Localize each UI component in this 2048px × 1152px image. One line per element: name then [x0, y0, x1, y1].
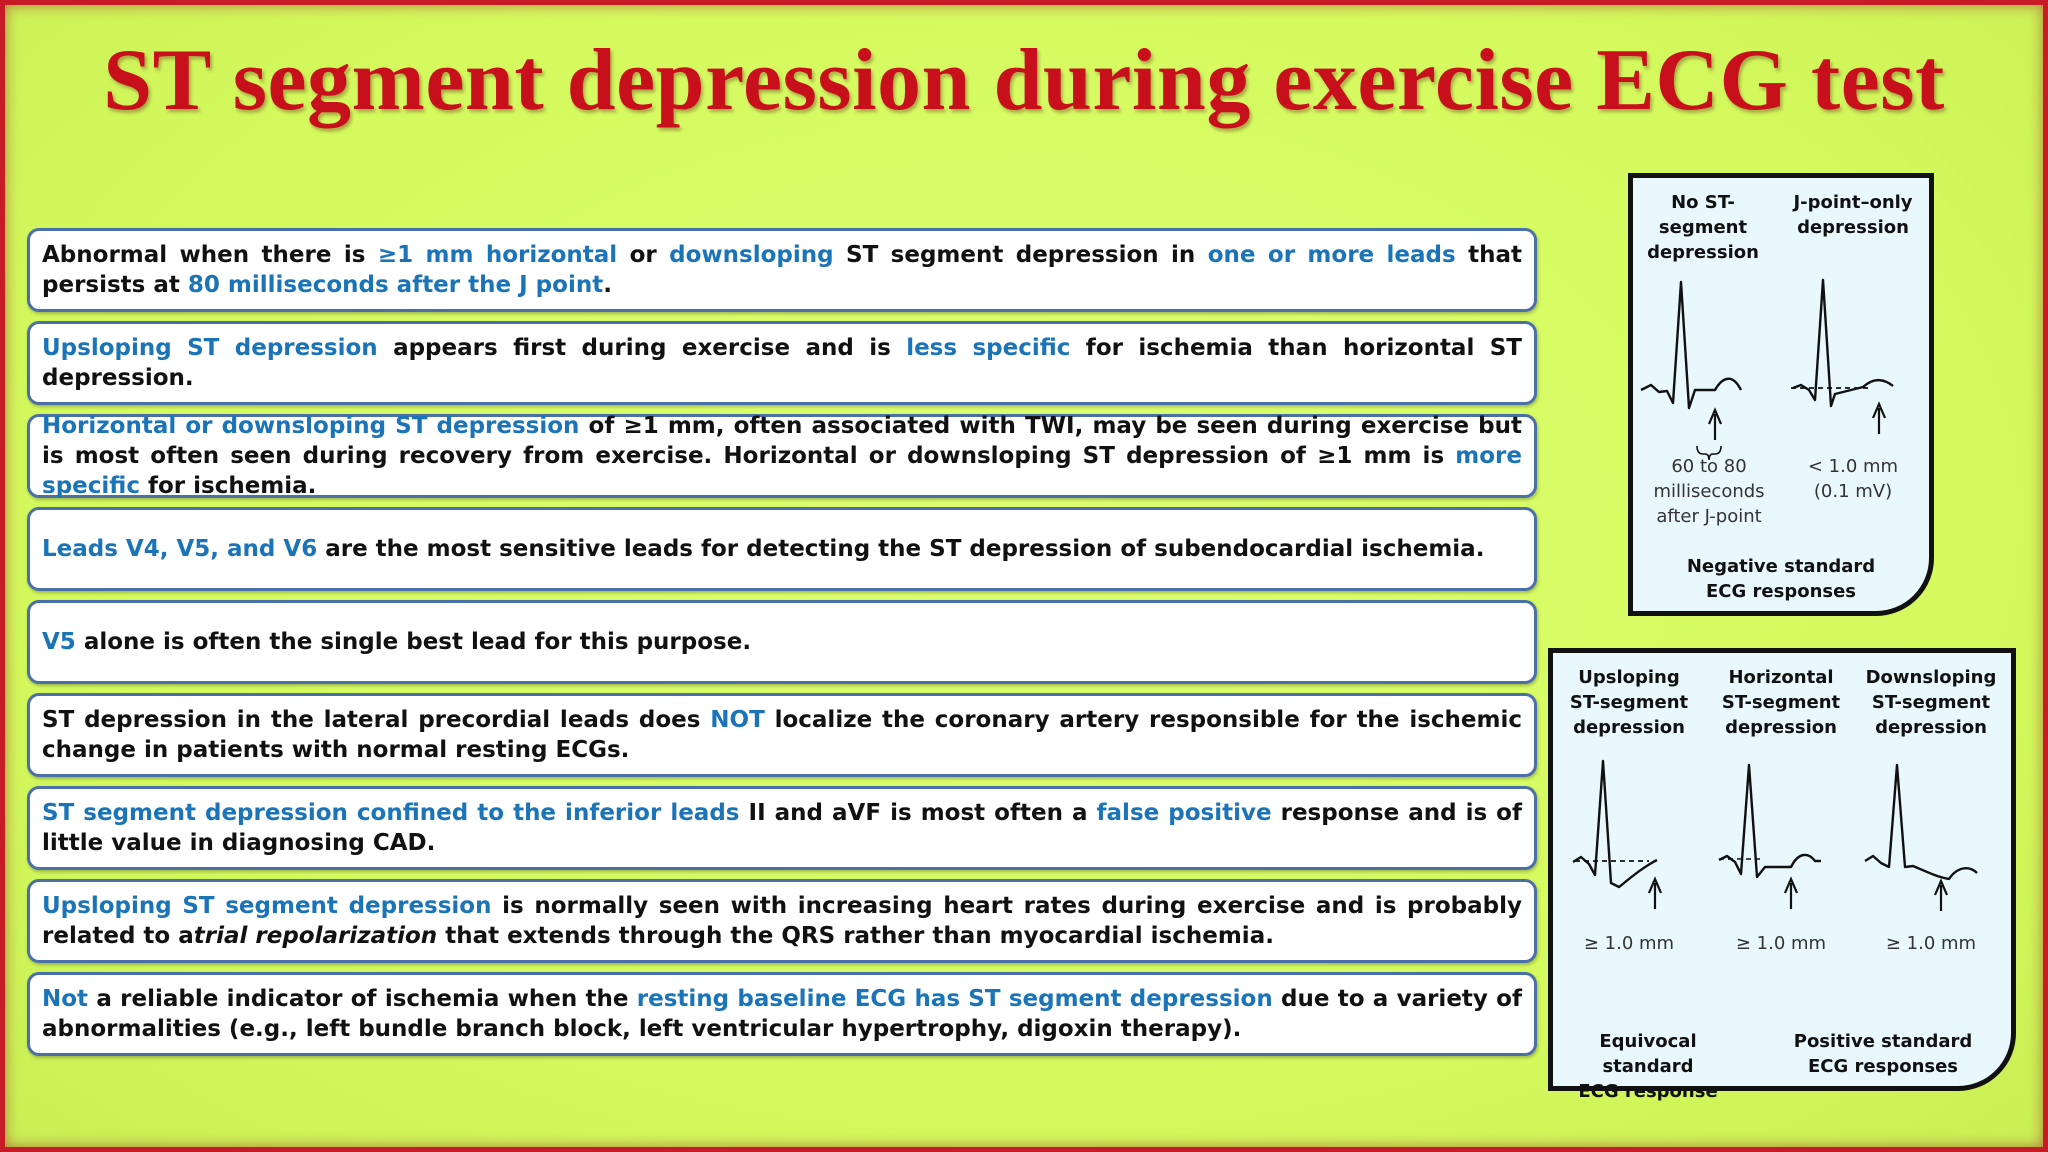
- highlight-text: ST segment depression confined to the inferior leads: [42, 800, 740, 826]
- arrow-downsloping: [1935, 881, 1947, 911]
- info-text-8: [42, 891, 1522, 951]
- highlight-text: ≥1 mm horizontal: [377, 242, 618, 268]
- highlight-text: V5: [42, 629, 76, 655]
- info-text-6: [42, 705, 1522, 765]
- body-text: alone is often the single best lead for this purpose.: [75, 629, 752, 655]
- highlight-text: Upsloping ST depression: [42, 335, 378, 361]
- info-text-5: [42, 627, 1522, 657]
- body-text: are the most sensitive leads for detecting the ST depression of subendocardial ischemia.: [317, 536, 1485, 562]
- info-box-5: [27, 600, 1537, 684]
- body-text: appears first during exercise and is: [377, 335, 907, 361]
- body-text: for ischemia than horizontal ST depression.: [42, 335, 1522, 391]
- info-text-7: [42, 798, 1522, 858]
- highlight-text: Not: [42, 986, 89, 1012]
- highlight-text: less specific: [906, 335, 1071, 361]
- highlight-text: one or more leads: [1207, 242, 1456, 268]
- value-upsloping: ≥ 1.0 mm: [1583, 933, 1675, 954]
- highlight-text: Upsloping ST segment depression: [42, 893, 492, 919]
- info-box-9: [27, 972, 1537, 1056]
- highlight-text: Horizontal or downsloping ST depression: [42, 413, 580, 439]
- highlight-text: NOT: [710, 707, 765, 733]
- info-text-4: [42, 534, 1522, 564]
- footer-positive-responses: Positive standard ECG responses: [1793, 1031, 1973, 1077]
- body-text: ST depression in the lateral precordial leads does: [42, 707, 711, 733]
- info-text-1: [42, 240, 1522, 300]
- label-upsloping: Upsloping ST-segment depression: [1569, 667, 1689, 738]
- body-text: response and is of little value in diagnosing CAD.: [42, 800, 1522, 856]
- value-60-80ms: 60 to 80 milliseconds after J-point: [1653, 456, 1765, 527]
- info-box-6: [27, 693, 1537, 777]
- info-box-2: [27, 321, 1537, 405]
- info-text-3: [42, 411, 1522, 501]
- highlight-text: Leads V4, V5, and V6: [42, 536, 318, 562]
- body-text: .: [603, 272, 612, 298]
- positive-responses-panel: [1548, 648, 2016, 1102]
- footer-equivocal-response: Equivocal standard ECG response: [1578, 1031, 1718, 1102]
- body-text: due to a variety of abnormalities (e.g., left bundle branch block, left ventricular hypertrophy, digoxin therapy).: [42, 986, 1522, 1042]
- body-text: is normally seen with increasing heart rates during exercise and is probably related to a: [42, 893, 1522, 949]
- highlight-text: false positive: [1096, 800, 1272, 826]
- info-box-7: [27, 786, 1537, 870]
- ecg-trace-normal: [1641, 282, 1741, 408]
- info-box-8: [27, 879, 1537, 963]
- label-horizontal: Horizontal ST-segment depression: [1721, 667, 1841, 738]
- body-text: II and aVF is most often a: [739, 800, 1097, 826]
- body-text: or: [617, 242, 670, 268]
- italic-text: trial repolarization: [193, 923, 438, 949]
- highlight-text: more specific: [42, 443, 1522, 499]
- highlight-text: 80 milliseconds after the J point: [187, 272, 604, 298]
- value-less-1mm: < 1.0 mm (0.1 mV): [1807, 456, 1899, 502]
- slide-title: ST segment depression during exercise ECG test: [103, 32, 1945, 129]
- label-downsloping: Downsloping ST-segment depression: [1865, 667, 1997, 738]
- ecg-trace-downsloping: [1865, 765, 1977, 879]
- label-jpoint-depression: J-point–only depression: [1793, 192, 1913, 238]
- info-text-2: [42, 333, 1522, 393]
- body-text: a reliable indicator of ischemia when the: [88, 986, 637, 1012]
- value-horizontal: ≥ 1.0 mm: [1735, 933, 1827, 954]
- footer-negative-responses: Negative standard ECG responses: [1686, 556, 1876, 602]
- body-text: for ischemia.: [139, 473, 317, 499]
- ecg-trace-upsloping: [1573, 761, 1657, 887]
- body-text: Abnormal when there is: [42, 242, 378, 268]
- arrow-jpoint: [1873, 404, 1885, 434]
- body-text: ST segment depression in: [833, 242, 1208, 268]
- info-box-3: [27, 414, 1537, 498]
- info-box-4: [27, 507, 1537, 591]
- info-box-1: [27, 228, 1537, 312]
- arrow-upsloping: [1649, 879, 1661, 909]
- label-no-st-depression: No ST- segment depression: [1647, 192, 1759, 263]
- body-text: of ≥1 mm, often associated with TWI, may be seen during exercise but is most often seen during recovery from exercise. Horizontal or downsloping ST depression of ≥1 mm is: [42, 413, 1522, 469]
- body-text: that persists at: [42, 242, 1522, 298]
- body-text: that extends through the QRS rather than myocardial ischemia.: [437, 923, 1274, 949]
- ecg-trace-horizontal: [1719, 765, 1821, 877]
- highlight-text: downsloping: [669, 242, 834, 268]
- negative-responses-panel: [1628, 173, 1934, 616]
- value-downsloping: ≥ 1.0 mm: [1885, 933, 1977, 954]
- highlight-text: resting baseline ECG has ST segment depression: [636, 986, 1273, 1012]
- ecg-trace-jpoint: [1793, 280, 1893, 406]
- arrow-normal: [1709, 410, 1721, 440]
- arrow-horizontal: [1785, 879, 1797, 909]
- body-text: localize the coronary artery responsible for the ischemic change in patients with normal resting ECGs.: [42, 707, 1523, 763]
- info-text-9: [42, 984, 1522, 1044]
